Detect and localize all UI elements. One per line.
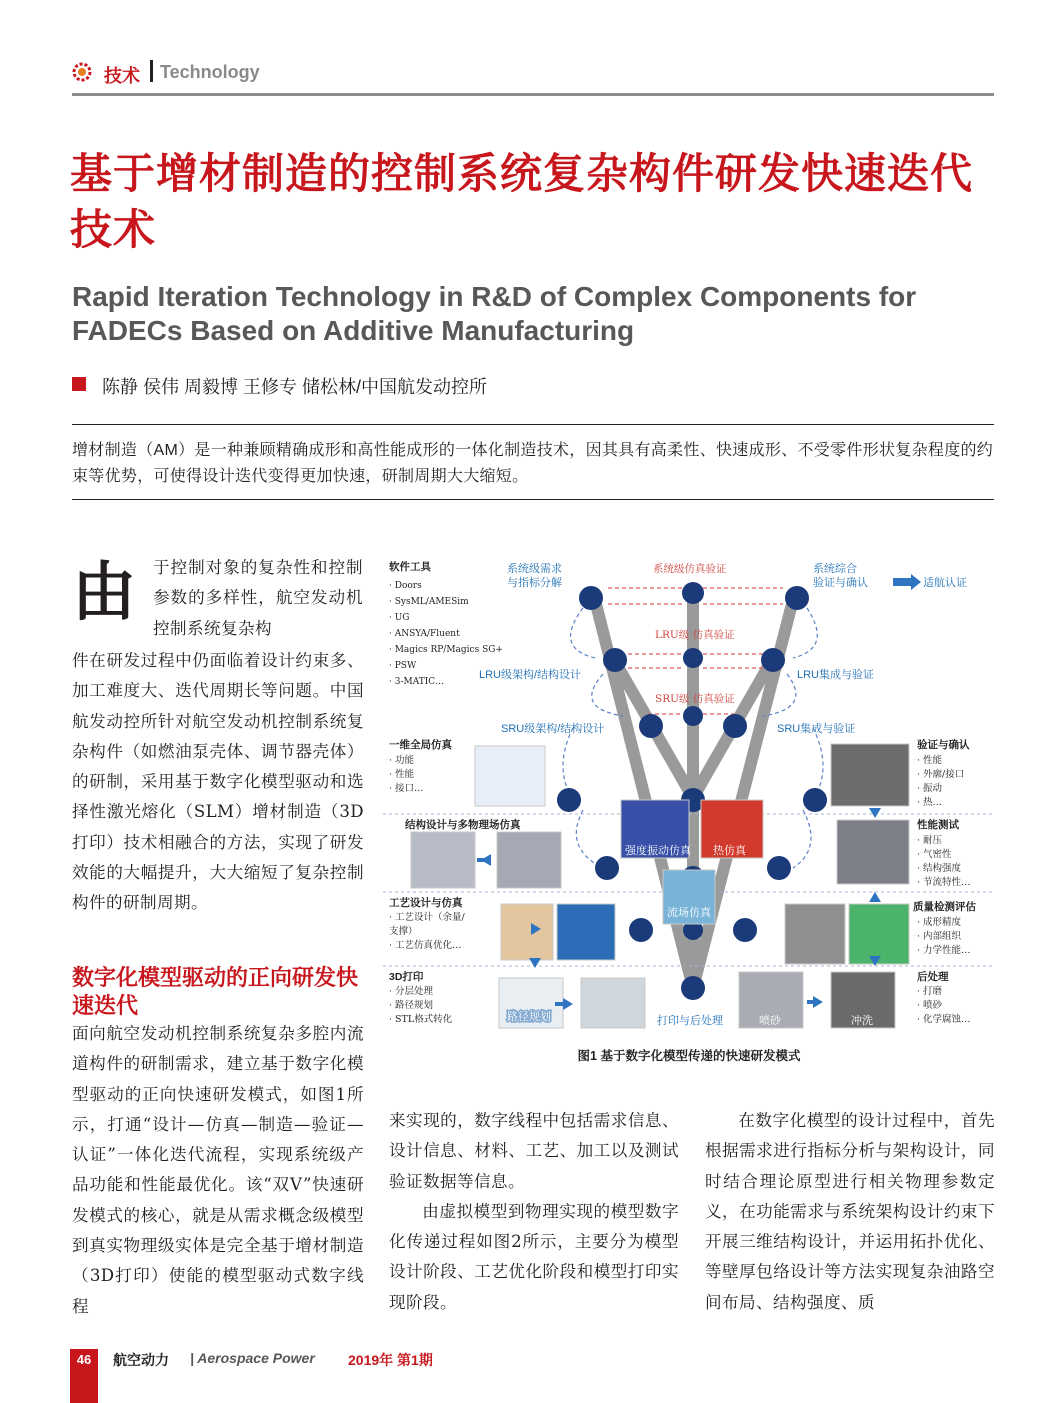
software-item: · Magics RP/Magics SG+ [389, 645, 503, 655]
author-marker [72, 377, 86, 391]
header-separator [150, 60, 153, 82]
sim1d-title: 一维全局仿真 [389, 739, 452, 751]
label-thermal: 热仿真 [713, 845, 746, 857]
software-item: · ANSYA/Fluent [389, 629, 460, 639]
section-label: 技术 [104, 66, 140, 86]
post-item: · 打磨 [917, 986, 943, 997]
struct-title: 结构设计与多物理场仿真 [405, 819, 521, 831]
paragraph: 来实现的，数字线程中包括需求信息、设计信息、材料、工艺、加工以及测试验证数据等信息。 [389, 1111, 679, 1191]
label-sys-sim: 系统级仿真验证 [653, 563, 727, 575]
label-req-2: 与指标分解 [507, 577, 562, 589]
label-path: 路径规划 [507, 1011, 551, 1023]
perf-item: · 节流特性… [917, 877, 971, 888]
abstract-rule-bottom [72, 499, 994, 500]
qc-item: · 成形精度 [917, 917, 962, 928]
label-sru-sim: SRU级 仿真验证 [655, 693, 735, 705]
label-req-1: 系统级需求 [507, 563, 562, 575]
qc-item: · 内部组织 [917, 931, 962, 942]
vv-item: · 性能 [917, 755, 943, 766]
label-sandblast: 喷砂 [759, 1015, 781, 1027]
article-title-en: Rapid Iteration Technology in R&D of Complex Components for FADECs Based on Additive Manufacturing [72, 281, 917, 346]
vv-title: 验证与确认 [917, 739, 970, 751]
paragraph: 由虚拟模型到物理实现的模型数字化传递过程如图2所示，主要分为模型设计阶段、工艺优化阶段和模型打印实现阶段。 [389, 1201, 679, 1312]
vv-item: · 振动 [917, 783, 943, 794]
label-sru-integ: SRU集成与验证 [777, 723, 856, 735]
drop-cap: 由 [72, 555, 136, 630]
software-item: · UG [389, 613, 410, 623]
sim1d-item: · 功能 [389, 755, 415, 766]
paragraph: 在数字化模型的设计过程中，首先根据需求进行指标分析与架构设计，同时结合理论原型进行相关物理参数定义，在功能需求与系统架构设计约束下开展三维结构设计，并运用拓扑优化、等壁厚包络设计等方法实现复杂油路空间布局、结构强度、质 [705, 1111, 995, 1312]
process-item: · 工艺仿真优化… [389, 940, 462, 951]
author-line: 陈静 侯伟 周毅博 王修专 储松林/中国航发动控所 [102, 377, 488, 397]
label-sysverify-2: 验证与确认 [813, 577, 868, 589]
paragraph-intro-rest: 件在研发过程中仍面临着设计约束多、加工难度大、迭代周期长等问题。中国航发动控所针对航空发动机控制系统复杂构件（如燃油泵壳体、调节器壳体）的研制，采用基于数字化模型驱动和选择性激光熔化（SLM）增材制造（3D打印）技术相融合的方法，实现了研发效能的大幅提升，大大缩短了复杂控制构件的研制周期。 [72, 651, 364, 913]
label-sysverify-1: 系统综合 [813, 563, 857, 575]
column-2 [389, 1106, 679, 1318]
label-flush: 冲洗 [851, 1015, 873, 1027]
qc-title: 质量检测评估 [913, 901, 976, 913]
column-3 [705, 1106, 995, 1318]
label-sru-arch: SRU级架构/结构设计 [501, 723, 605, 735]
sim1d-item: · 接口… [389, 783, 424, 794]
software-item: · Doors [389, 581, 422, 591]
paragraph-intro-first: 于控制对象的复杂性和控制参数的多样性，航空发动机控制系统复杂构 [153, 558, 363, 638]
header-rule [72, 93, 994, 96]
print-title: 3D打印 [389, 971, 424, 983]
label-airworthiness: 适航认证 [923, 577, 967, 589]
software-title: 软件工具 [389, 561, 431, 573]
software-item: · PSW [389, 661, 417, 671]
post-item: · 化学腐蚀… [917, 1014, 971, 1025]
process-item: 支撑） [389, 926, 418, 937]
journal-name-en: | Aerospace Power [190, 1350, 315, 1366]
post-title: 后处理 [917, 971, 949, 983]
label-print-post: 打印与后处理 [657, 1015, 723, 1027]
figure-1 [383, 548, 995, 1048]
sim1d-item: · 性能 [389, 769, 415, 780]
gear-logo-icon [72, 62, 92, 82]
figure-caption: 图1 基于数字化模型传递的快速研发模式 [577, 1049, 801, 1063]
process-title: 工艺设计与仿真 [389, 897, 463, 909]
label-lru-integ: LRU集成与验证 [797, 669, 875, 681]
section-label-en: Technology [160, 62, 260, 82]
post-item: · 喷砂 [917, 1000, 943, 1011]
print-item: · 分层处理 [389, 986, 434, 997]
label-lru-sim: LRU级 仿真验证 [655, 629, 735, 641]
print-item: · STL格式转化 [389, 1014, 453, 1025]
qc-item: · 力学性能… [917, 945, 971, 956]
perf-item: · 气密性 [917, 849, 952, 860]
vv-item: · 热… [917, 797, 943, 808]
label-flow: 流场仿真 [667, 907, 711, 919]
figure-images [411, 744, 909, 1028]
page-number: 46 [76, 1352, 92, 1367]
process-item: · 工艺设计（余量/ [389, 912, 465, 923]
abstract: 增材制造（AM）是一种兼顾精确成形和高性能成形的一体化制造技术，因其具有高柔性、快速成形、不受零件形状复杂程度的约束等优势，可使得设计迭代变得更加快速，研制周期大大缩短。 [72, 442, 994, 485]
vv-item: · 外廓/接口 [917, 769, 965, 780]
label-lru-arch: LRU级架构/结构设计 [479, 669, 582, 681]
label-strength-vibration: 强度振动仿真 [625, 845, 691, 857]
abstract-rule-top [72, 424, 994, 425]
journal-name: 航空动力 [113, 1352, 169, 1368]
perf-title: 性能测试 [917, 819, 959, 831]
journal-issue: 2019年 第1期 [348, 1352, 433, 1368]
perf-item: · 耐压 [917, 835, 943, 846]
article-title-cn: 基于增材制造的控制系统复杂构件研发快速迭代技术 [70, 150, 974, 253]
section-heading: 数字化模型驱动的正向研发快速迭代 [72, 965, 359, 1018]
paragraph-section1: 面向航空发动机控制系统复杂多腔内流道构件的研制需求，建立基于数字化模型驱动的正向快速研发模式，如图1所示，打通“设计—仿真—制造—验证—认证”一体化迭代流程，实现系统级产品功能和性能最优化。该“双V”快速研发模式的核心，就是从需求概念级模型到真实物理级实体是完全基于增材制造（3D打印）使能的模型驱动式数字线程 [72, 1024, 364, 1316]
software-item: · 3-MATIC… [389, 677, 445, 687]
print-item: · 路径规划 [389, 1000, 434, 1011]
software-item: · SysML/AMESim [389, 597, 469, 607]
perf-item: · 结构强度 [917, 863, 962, 874]
